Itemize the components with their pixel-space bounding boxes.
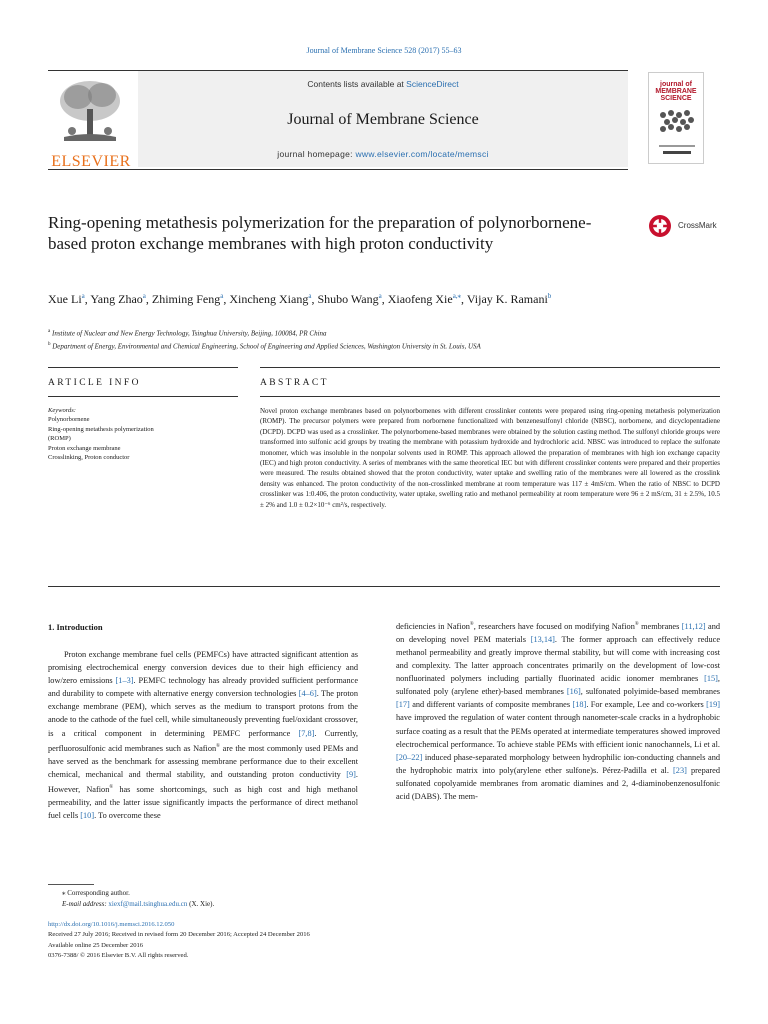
crossmark-badge[interactable] [648,214,728,238]
citation-ref-link[interactable]: [17] [396,700,410,710]
author-name[interactable]: Vijay K. Ramani [466,292,548,306]
keywords-title: Keywords: [48,407,76,414]
author-name[interactable]: Xiaofeng Xie [387,292,453,306]
body-text: . The former approach can effectively reduce methanol permeability and greatly improve thermal stability, but will come with increasing cost and complexity. The latter approach concentrates primarily on the development of low-cost nonfluorinated polymers including partially fluorinated acidic ionomer membranes [396,634,721,684]
affiliation-marker: b [48,342,51,348]
body-text: and on developing novel PEM materials [396,621,720,644]
email-line [48,899,368,910]
email-label: E-mail address: [62,900,109,908]
author-list: Xue Li$^a$, Yang Zhao$^a$, Zhiming Feng$^a$, Xincheng Xiang$^a$, Shubo Wang$^a$, Xiaofeng Xie$^{a,⁎}$, Vijay K. Ramani$^b$ [48,292,552,306]
citation-ref-link[interactable]: [15] [704,674,718,684]
affiliation-text: Institute of Nuclear and New Energy Technology, Tsinghua University, Beijing, 100084, PR China [51,329,327,338]
keyword-item: (ROMP) [48,435,71,443]
author-name[interactable]: Xue Li [48,292,82,306]
author-affiliation-marker[interactable]: a [81,292,85,300]
keyword-item: Proton exchange membrane [48,444,121,452]
author-name[interactable]: Zhiming Feng [151,292,221,306]
email-suffix: (X. Xie). [187,900,215,908]
author-affiliation-marker[interactable]: a [378,292,382,300]
contents-prefix: Contents lists available at [307,79,407,89]
body-text: are the most commonly used PEMs and have served as the benchmark for assessing membrane performance due to their excellent chemical, mechanical and thermal stability, and outstanding proton conductivity [48,743,358,779]
author-affiliation-marker[interactable]: a [220,292,224,300]
masthead-banner [138,71,628,167]
article-info-rule [48,396,238,397]
author-affiliation-marker[interactable]: a [142,292,146,300]
citation-ref-link[interactable]: [23] [673,765,687,775]
citation-ref-link[interactable]: [20–22] [396,752,423,762]
author-affiliation-marker[interactable]: a [308,292,312,300]
body-text: deficiencies in Nafion [396,621,470,631]
cover-title-line: journal of [660,81,692,88]
body-text: membranes [638,621,682,631]
homepage-link[interactable]: www.elsevier.com/locate/memsci [355,149,489,159]
cover-art-icon [649,73,705,165]
cover-title-line: MEMBRANE [655,88,697,95]
affiliation-marker: a [48,329,51,334]
body-text: , sulfonated polyimide-based membranes [580,687,720,697]
citation-ref-link[interactable]: [19] [706,700,720,710]
publication-details [48,920,548,962]
journal-citation[interactable]: Journal of Membrane Science 528 (2017) 55–63 [306,46,462,55]
email-link[interactable]: xiexf@mail.tsinghua.edu.cn [108,900,188,908]
keyword-item: Ring-opening metathesis polymerization [48,425,154,433]
crossmark-icon [648,214,672,238]
article-info-top-rule [48,367,238,368]
body-text: , sulfonated poly (arylene ether)-based membranes [396,674,720,697]
citation-ref-link[interactable]: [18] [572,700,587,710]
citation-ref-link[interactable]: [9] [346,769,356,779]
body-text: prepared sulfonated copolyamide membranes from aromatic diamines and 2, 4-diaminobenzenosulfonic acid (DABS). The mem- [396,765,720,801]
homepage-prefix: journal homepage: [277,149,356,159]
journal-homepage [138,149,628,159]
citation-ref-link[interactable]: [1–3] [115,676,134,686]
citation-ref-link[interactable]: [16] [566,687,581,697]
corresponding-author: ⁎ Corresponding author. [62,889,130,897]
author-name[interactable]: Xincheng Xiang [229,292,309,306]
body-text: . However, Nafion [48,769,358,794]
body-text: . PEMFC technology has already provided sufficient performance and durability to compete with alternative energy conversion technologies [48,676,359,699]
article-title: Ring-opening metathesis polymerization for the preparation of polynorbornene-based proton exchange membranes with high proton conductivity [48,213,592,253]
elsevier-logo[interactable] [50,75,131,170]
received-dates: Received 27 July 2016; Received in revised form 20 December 2016; Accepted 24 December 2016 [48,931,310,939]
body-text: Proton exchange membrane fuel cells (PEMFCs) have attracted significant attention as promising electrochemical energy conversion devices due to their high efficiency and low/zero emissions [48,650,358,686]
citation-ref-link[interactable]: [11,12] [681,621,706,631]
keywords-box [48,406,238,462]
abstract-heading: ABSTRACT [260,378,329,388]
author-name[interactable]: Yang Zhao [90,292,143,306]
sciencedirect-link[interactable]: ScienceDirect [406,79,459,89]
body-text: has some shortcomings, such as high cost and high methanol permeability, and the latter issue significantly impacts the performance of direct methanol fuel cells [48,784,358,820]
available-online: Available online 25 December 2016 [48,941,144,949]
affiliation-b [48,339,728,352]
body-text: and different variants of composite membranes [409,700,573,710]
affiliation-text: Department of Energy, Environmental and Chemical Engineering, School of Engineering and Applied Sciences, Washington University in St. Louis, USA [52,342,481,351]
copyright-line: 0376-7388/ © 2016 Elsevier B.V. All rights reserved. [48,952,189,960]
affiliation-a [48,326,728,339]
body-text: induced phase-separated morphology between hydrophilic ion-conducting channels and the hydrophobic matrix into poly(arylene ether sulfone)s. Pérez-Padilla et al. [396,752,720,775]
introduction-heading: 1. Introduction [48,622,103,632]
body-text: , researchers have focused on modifying Nafion [473,621,635,631]
journal-masthead [48,70,628,170]
abstract-bottom-rule [48,586,720,587]
article-info-heading: ARTICLE INFO [48,378,141,388]
author-affiliation-marker[interactable]: b [547,292,552,300]
body-text: have improved the regulation of water content through nanometer-scale cracks in a hydrophobic surface coating as a result that the PEMs operated at intermediate temperatures showed improved electrochemical performance. To achieve stable PEMs with efficient ionic nanochannels, Li et al. [396,713,720,749]
footnote-rule [48,884,94,885]
cover-title-line: SCIENCE [660,95,692,102]
crossmark-label: CrossMark [678,221,717,230]
body-text: . Currently, perfluorosulfonic acid membranes such as Nafion [48,728,358,753]
doi-link[interactable]: http://dx.doi.org/10.1016/j.memsci.2016.12.050 [48,921,175,928]
elsevier-wordmark: ELSEVIER [51,153,131,170]
body-text: . For example, Lee and co-workers [586,700,707,710]
keyword-item: Crosslinking, Proton conductor [48,454,130,462]
registered-mark: ® [216,743,220,749]
citation-ref-link[interactable]: [10] [80,810,95,820]
abstract-rule [260,396,720,397]
affiliations [48,326,728,353]
keyword-item: Polynorbornene [48,416,90,424]
registered-mark: ® [109,784,114,790]
citation-ref-link[interactable]: [4–6] [298,689,317,699]
author-affiliation-marker[interactable]: a,⁎ [452,292,462,300]
registered-mark: ® [469,622,474,627]
journal-cover-thumbnail[interactable] [648,72,704,164]
intro-column-left [48,648,358,822]
intro-column-right [396,618,720,803]
elsevier-tree-icon [54,75,126,147]
journal-name: Journal of Membrane Science [287,111,479,128]
abstract-text: Novel proton exchange membranes based on polynorbornenes with different crosslinker contents were prepared using ring-opening metathesis polymerization (ROMP). The precursor polymers were prepared from norbornene functionalized with benzenesulfonyl chloride (NBSC), norbornene, and dicyclopentadiene (DCPD). DCPD was used as a crosslinker. The polynorbornene-based membranes were obtained by the solution casting method. The sulfonyl chloride groups were transformed into sulfonic acid groups by treating the membrane with potassium hydroxide and hydrochloric acid. NBSC was introduced to replace the sulfonate monomer, which was insoluble in the nonpolar solvents used in ROMP. This approach allowed the preparation of membranes with high ion exchange capacity (IEC) and high proton conductivity. A series of membranes with the same theoretical IEC but with different crosslinker contents were prepared and their properties were measured. The results obtained showed that the proton conductivity, water uptake and swelling ratio of the membranes were all lowered as the crosslink density was enhanced. The proton conductivity of the non-crosslinked membrane at room temperature was 117 ± 4mS/cm. When the ratio of NBSC to DCPD crosslinker was 1:0.406, the proton conductivity, water uptake, swelling ratio and methanol permeability at room temperature were 96 ± 2 mS/cm, 31 ± 2.5%, 10.5 ± 2% and 1.0 ± 0.2×10⁻⁶ cm²/s, respectively. [260,407,720,509]
author-name[interactable]: Shubo Wang [317,292,379,306]
registered-mark: ® [634,622,639,627]
body-text: . To overcome these [94,810,161,820]
citation-ref-link[interactable]: [13,14] [530,634,555,644]
body-text: . The proton exchange membrane (PEM), which serves as the medium to transport protons from the anode to the cathode of the fuel cell, while simultaneously preventing fuel/oxidant crossover, is a critical component in determining PEMFC performance [48,689,358,738]
citation-ref-link[interactable]: [7,8] [298,728,315,738]
contents-line [138,79,628,89]
abstract-top-rule [260,367,720,368]
corresponding-author-note [48,888,368,910]
